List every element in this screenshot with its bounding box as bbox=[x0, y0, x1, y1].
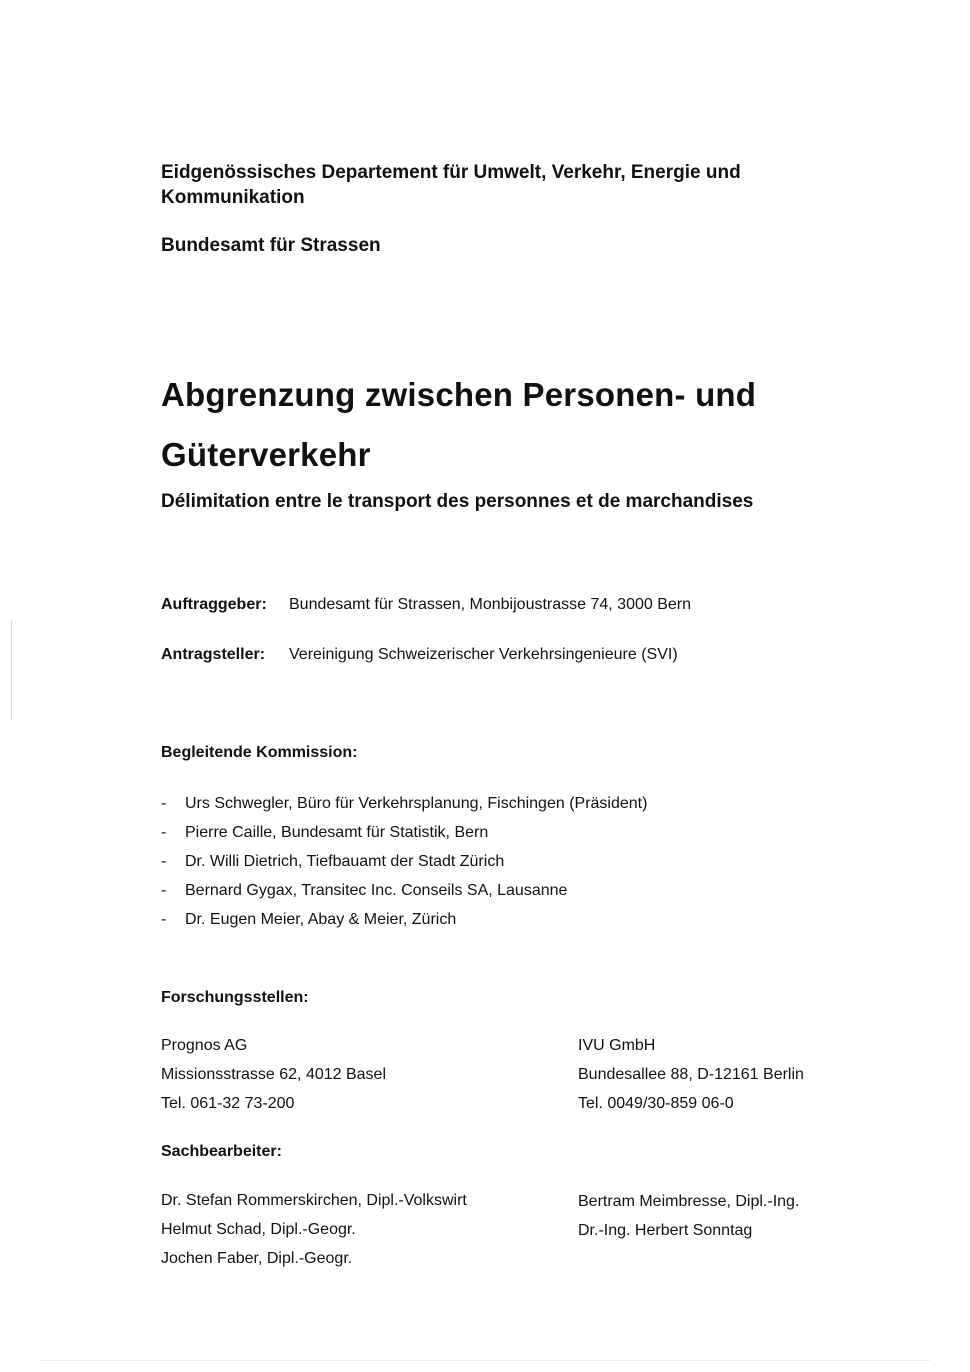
research-left-line: Prognos AG bbox=[161, 1037, 248, 1054]
scan-edge-mark bbox=[11, 620, 12, 720]
staff-right-line: Bertram Meimbresse, Dipl.-Ing. bbox=[578, 1193, 800, 1210]
staff-right-line: Dr.-Ing. Herbert Sonntag bbox=[578, 1222, 753, 1239]
document-subtitle: Délimitation entre le transport des personnes et de marchandises bbox=[161, 491, 754, 512]
document-title: Abgrenzung zwischen Personen- und Güterverkehr bbox=[161, 376, 757, 473]
department-name: Eidgenössisches Departement für Umwelt, Verkehr, Energie und Kommunikation bbox=[161, 162, 741, 208]
staff-left-line: Jochen Faber, Dipl.-Geogr. bbox=[161, 1250, 353, 1267]
staff-heading: Sachbearbeiter: bbox=[161, 1143, 282, 1160]
commission-member: Dr. Eugen Meier, Abay & Meier, Zürich bbox=[185, 911, 457, 928]
research-right-line: Bundesallee 88, D-12161 Berlin bbox=[578, 1066, 804, 1083]
staff-left-line: Helmut Schad, Dipl.-Geogr. bbox=[161, 1221, 356, 1238]
list-bullet: - bbox=[161, 824, 167, 841]
list-item bbox=[161, 847, 647, 876]
staff-right-column bbox=[578, 1187, 799, 1245]
research-right-line: Tel. 0049/30-859 06-0 bbox=[578, 1095, 734, 1112]
staff-left-line: Dr. Stefan Rommerskirchen, Dipl.-Volkswirt bbox=[161, 1192, 467, 1209]
research-left-line: Tel. 061-32 73-200 bbox=[161, 1095, 295, 1112]
applicant-label: Antragsteller: bbox=[161, 646, 266, 663]
list-bullet: - bbox=[161, 795, 167, 812]
scan-bottom-line bbox=[40, 1360, 930, 1361]
research-right-column bbox=[578, 1031, 804, 1118]
research-right-line: IVU GmbH bbox=[578, 1037, 656, 1054]
list-item bbox=[161, 876, 647, 905]
commission-member: Bernard Gygax, Transitec Inc. Conseils SA, Lausanne bbox=[185, 882, 568, 899]
research-left-line: Missionsstrasse 62, 4012 Basel bbox=[161, 1066, 386, 1083]
research-heading: Forschungsstellen: bbox=[161, 989, 309, 1006]
commission-member: Pierre Caille, Bundesamt für Statistik, Bern bbox=[185, 824, 489, 841]
commission-list bbox=[161, 789, 647, 934]
list-bullet: - bbox=[161, 911, 167, 928]
list-item bbox=[161, 789, 647, 818]
list-item bbox=[161, 818, 647, 847]
commission-member: Dr. Willi Dietrich, Tiefbauamt der Stadt Zürich bbox=[185, 853, 505, 870]
list-item bbox=[161, 905, 647, 934]
commission-heading: Begleitende Kommission: bbox=[161, 744, 358, 761]
applicant-value: Vereinigung Schweizerischer Verkehrsingenieure (SVI) bbox=[289, 646, 678, 663]
staff-left-column bbox=[161, 1186, 467, 1273]
office-name: Bundesamt für Strassen bbox=[161, 235, 381, 256]
list-bullet: - bbox=[161, 882, 167, 899]
research-left-column bbox=[161, 1031, 386, 1118]
client-value: Bundesamt für Strassen, Monbijoustrasse 74, 3000 Bern bbox=[289, 596, 691, 613]
list-bullet: - bbox=[161, 853, 167, 870]
commission-member: Urs Schwegler, Büro für Verkehrsplanung, Fischingen (Präsident) bbox=[185, 795, 648, 812]
client-label: Auftraggeber: bbox=[161, 596, 267, 613]
